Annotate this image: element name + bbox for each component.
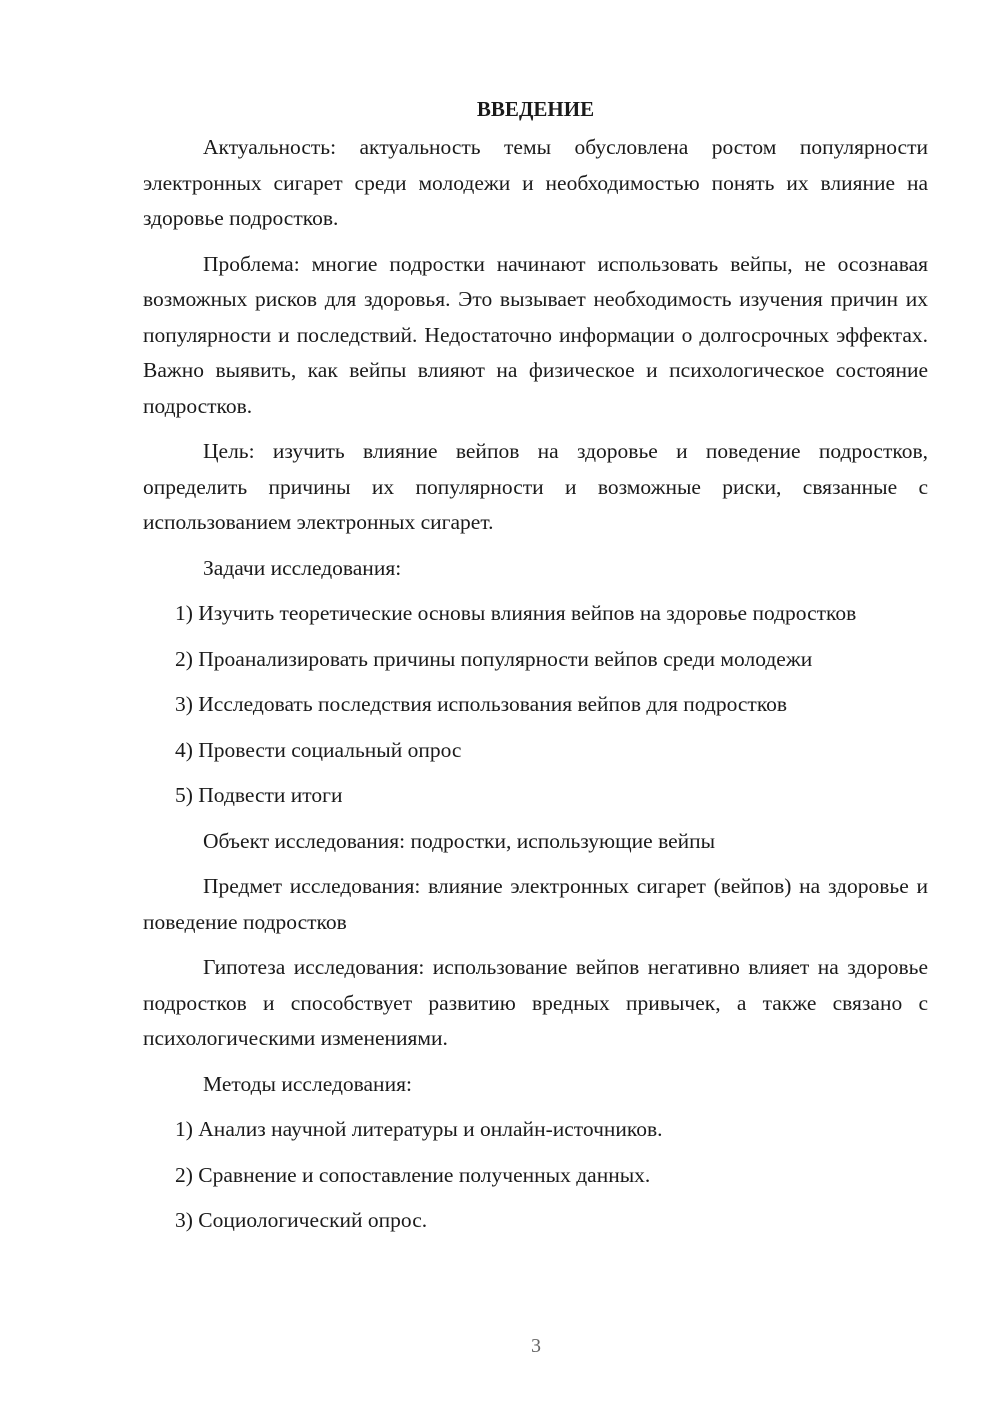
subject-paragraph: Предмет исследования: влияние электронных сигарет (вейпов) на здоровье и поведение подростков bbox=[143, 874, 928, 934]
task-item-1: 1) Изучить теоретические основы влияния вейпов на здоровье подростков bbox=[175, 601, 857, 625]
method-item-2: 2) Сравнение и сопоставление полученных данных. bbox=[175, 1162, 651, 1187]
method-item-3: 3) Социологический опрос. bbox=[175, 1208, 428, 1232]
section-title: ВВЕДЕНИЕ bbox=[476, 97, 595, 121]
hypothesis-paragraph: Гипотеза исследования: использование вейпов негативно влияет на здоровье подростков и способствует развитию вредных привычек, а также связано с психологическими изменениями. bbox=[143, 955, 928, 1050]
task-item-2: 2) Проанализировать причины популярности вейпов среди молодежи bbox=[175, 646, 813, 671]
relevance-paragraph: Актуальность: актуальность темы обусловлена ростом популярности электронных сигарет среди молодежи и необходимостью понять их влияние на здоровье подростков. bbox=[143, 135, 928, 230]
task-item-5: 5) Подвести итоги bbox=[175, 783, 343, 807]
tasks-heading: Задачи исследования: bbox=[203, 555, 402, 580]
goal-paragraph: Цель: изучить влияние вейпов на здоровье и поведение подростков, определить причины их популярности и возможные риски, связанные с использованием электронных сигарет. bbox=[143, 439, 928, 534]
method-item-1: 1) Анализ научной литературы и онлайн-источников. bbox=[175, 1117, 663, 1141]
object-paragraph: Объект исследования: подростки, использующие вейпы bbox=[203, 828, 716, 853]
methods-heading: Методы исследования: bbox=[203, 1071, 412, 1096]
task-item-4: 4) Провести социальный опрос bbox=[175, 737, 462, 762]
page-number: 3 bbox=[531, 1335, 541, 1357]
task-item-3: 3) Исследовать последствия использования вейпов для подростков bbox=[175, 692, 788, 716]
page-content bbox=[143, 94, 928, 1249]
problem-paragraph: Проблема: многие подростки начинают использовать вейпы, не осознавая возможных рисков для здоровья. Это вызывает необходимость изучения причин их популярности и последствий. Недостаточно информации о долгосрочных эффектах. Важно выявить, как вейпы влияют на физическое и психологическое состояние подростков. bbox=[143, 251, 928, 418]
